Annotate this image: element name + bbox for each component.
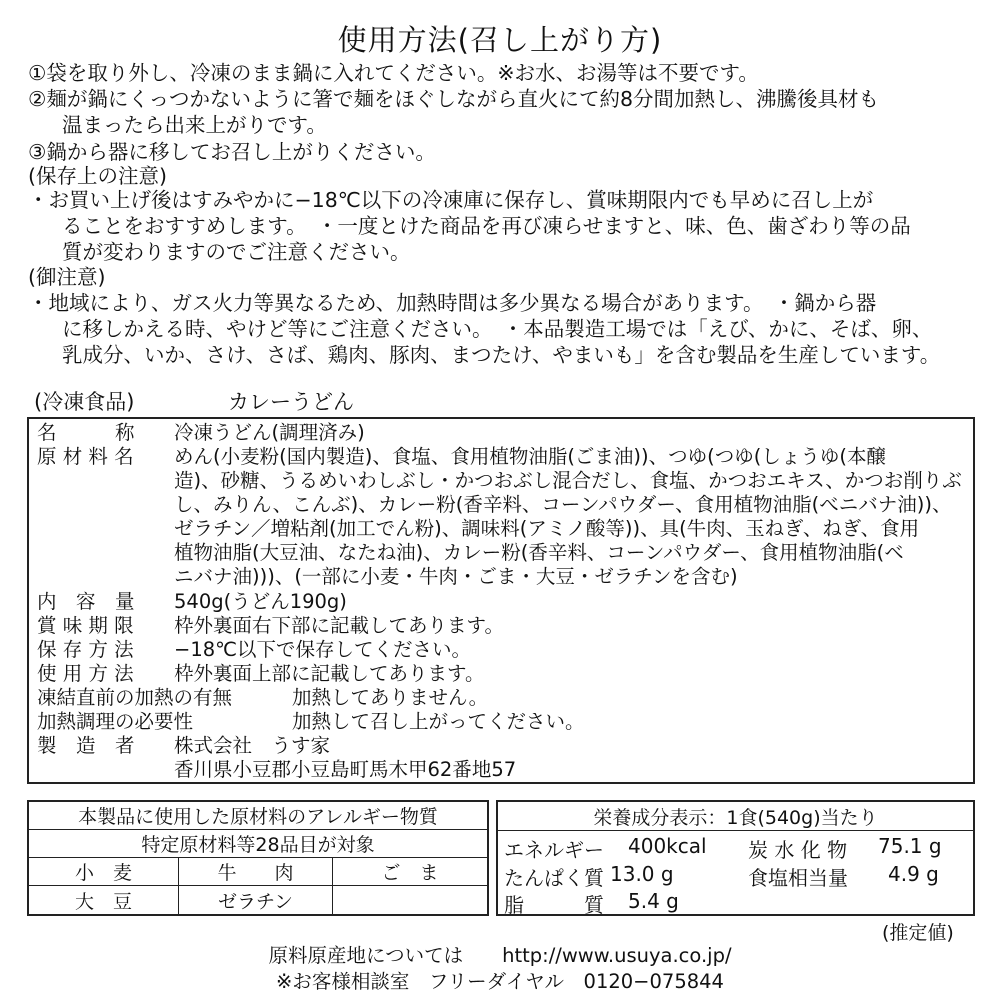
caution-line-3: 乳成分、いか、さけ、さば、鶏肉、豚肉、まつたけ、やまいも」を含む製品を生産しています。 [62,343,941,367]
allergen-row-1 [29,858,487,886]
usage-step-2: ②麺が鍋にくっつかないように箸で麺をほぐしながら直火にて約8分間加熱し、沸騰後具材も [28,87,880,111]
allergen-cell-empty [333,886,487,914]
protein-label: たんぱく質 [504,866,604,890]
fat-label: 脂 質 [504,893,604,917]
spec-label: 名 称 [37,421,135,444]
storage-heading: (保存上の注意) [28,164,167,188]
nutrition-title: 栄養成分表示：1食(540g)当たり [498,802,973,831]
allergen-cell: 牛 肉 [179,858,333,885]
footer-origin [0,940,1000,968]
product-category: (冷凍食品) [34,390,135,414]
spec-box [27,417,975,784]
spec-value: 加熱してありません。 [292,686,489,709]
fat-value: 5.4 g [628,889,679,913]
caution-line-1: ・地域により、ガス火力等異なるため、加熱時間は多少異なる場合があります。 ・鍋から器 [28,291,877,315]
allergen-cell: ご ま [381,862,439,884]
allergen-title: 本製品に使用した原材料のアレルギー物質 [29,802,487,830]
spec-label: 保 存 方 法 [37,638,134,661]
ingredients-line: 植物油脂(大豆油、なたね油)、カレー粉(香辛料、コーンパウダー、食用植物油脂(ベ [174,541,904,564]
freedial-label: フリーダイヤル [428,970,565,993]
product-name: カレーうどん [228,390,354,414]
carb-value: 75.1 g [878,834,942,858]
consult-label: ※お客様相談室 [276,970,410,993]
usage-step-3: ③鍋から器に移してお召し上がりください。 [28,140,436,164]
energy-value: 400kcal [628,834,707,858]
spec-label: 製 造 者 [37,734,135,757]
allergen-cell: ゼラチン [179,886,333,914]
spec-value: −18℃以下で保存してください。 [174,638,472,661]
spec-label: 内 容 量 [37,590,135,613]
energy-label: エネルギー [504,838,604,862]
carb-label: 炭 水 化 物 [748,838,848,862]
spec-label: 凍結直前の加熱の有無 [37,686,233,709]
spec-label: 使 用 方 法 [37,662,134,685]
allergen-row-2 [29,886,487,914]
usage-step-2-cont: 温まったら出来上がりです。 [62,113,327,137]
caution-line-2: に移しかえる時、やけど等にご注意ください。 ・本品製造工場では「えび、かに、そば、卵、 [62,317,933,341]
allergen-table [27,800,489,916]
website-link[interactable]: http://www.usuya.co.jp/ [502,944,732,967]
spec-value: 枠外裏面右下部に記載してあります。 [174,614,504,637]
protein-value: 13.0 g [610,862,674,886]
ingredients-line: し、みりん、こんぶ)、カレー粉(香辛料、コーンパウダー、食用植物油脂(べニバナ油))、 [174,493,952,516]
spec-label: 加熱調理の必要性 [37,710,194,733]
nutrition-estimate-note: (推定値) [882,922,954,944]
footer-consult [0,966,1000,994]
storage-line-2: ることをおすすめします。 ・一度とけた商品を再び凍らせますと、味、色、歯ざわり等の品 [62,214,911,238]
salt-label: 食塩相当量 [748,866,848,890]
caution-heading: (御注意) [28,265,106,289]
storage-line-3: 質が変わりますのでご注意ください。 [62,240,411,264]
ingredients-line: ゼラチン／増粘剤(加工でん粉)、調味料(アミノ酸等))、具(牛肉、玉ねぎ、ねぎ、食用 [174,517,920,540]
nutrition-box [496,800,975,916]
phone-number[interactable]: 0120−075844 [583,970,724,993]
origin-text: 原料原産地については [268,944,464,967]
usage-step-1: ①袋を取り外し、冷凍のまま鍋に入れてください。※お水、お湯等は不要です。 [28,61,759,85]
spec-value: めん(小麦粉(国内製造)、食塩、食用植物油脂(ごま油))、つゆ(つゆ(しょうゆ(本醸 [174,445,886,468]
allergen-cell: 小 麦 [29,858,179,885]
spec-value: 540g(うどん190g) [174,590,347,613]
spec-value: 冷凍うどん(調理済み) [174,421,365,444]
spec-label: 賞 味 期 限 [37,614,134,637]
spec-value: 枠外裏面上部に記載してあります。 [174,662,485,685]
storage-line-1: ・お買い上げ後はすみやかに−18℃以下の冷凍庫に保存し、賞味期限内でも早めに召し上が [28,188,874,212]
spec-label: 原 材 料 名 [37,445,134,468]
ingredients-line: ニバナ油)))、(一部に小麦・牛肉・ごま・大豆・ゼラチンを含む) [174,565,738,588]
ingredients-line: 造)、砂糖、うるめいわしぶし・かつおぶし混合だし、食塩、かつおエキス、かつお削りぶ [174,469,962,492]
salt-value: 4.9 g [888,862,939,886]
spec-value: 株式会社 うす家 [174,734,331,757]
maker-address: 香川県小豆郡小豆島町馬木甲62番地57 [174,758,517,781]
allergen-cell: 大 豆 [29,886,179,914]
spec-value: 加熱して召し上がってください。 [292,710,585,733]
usage-title: 使用方法(召し上がり方) [337,23,663,57]
allergen-subtitle: 特定原材料等28品目が対象 [29,830,487,858]
